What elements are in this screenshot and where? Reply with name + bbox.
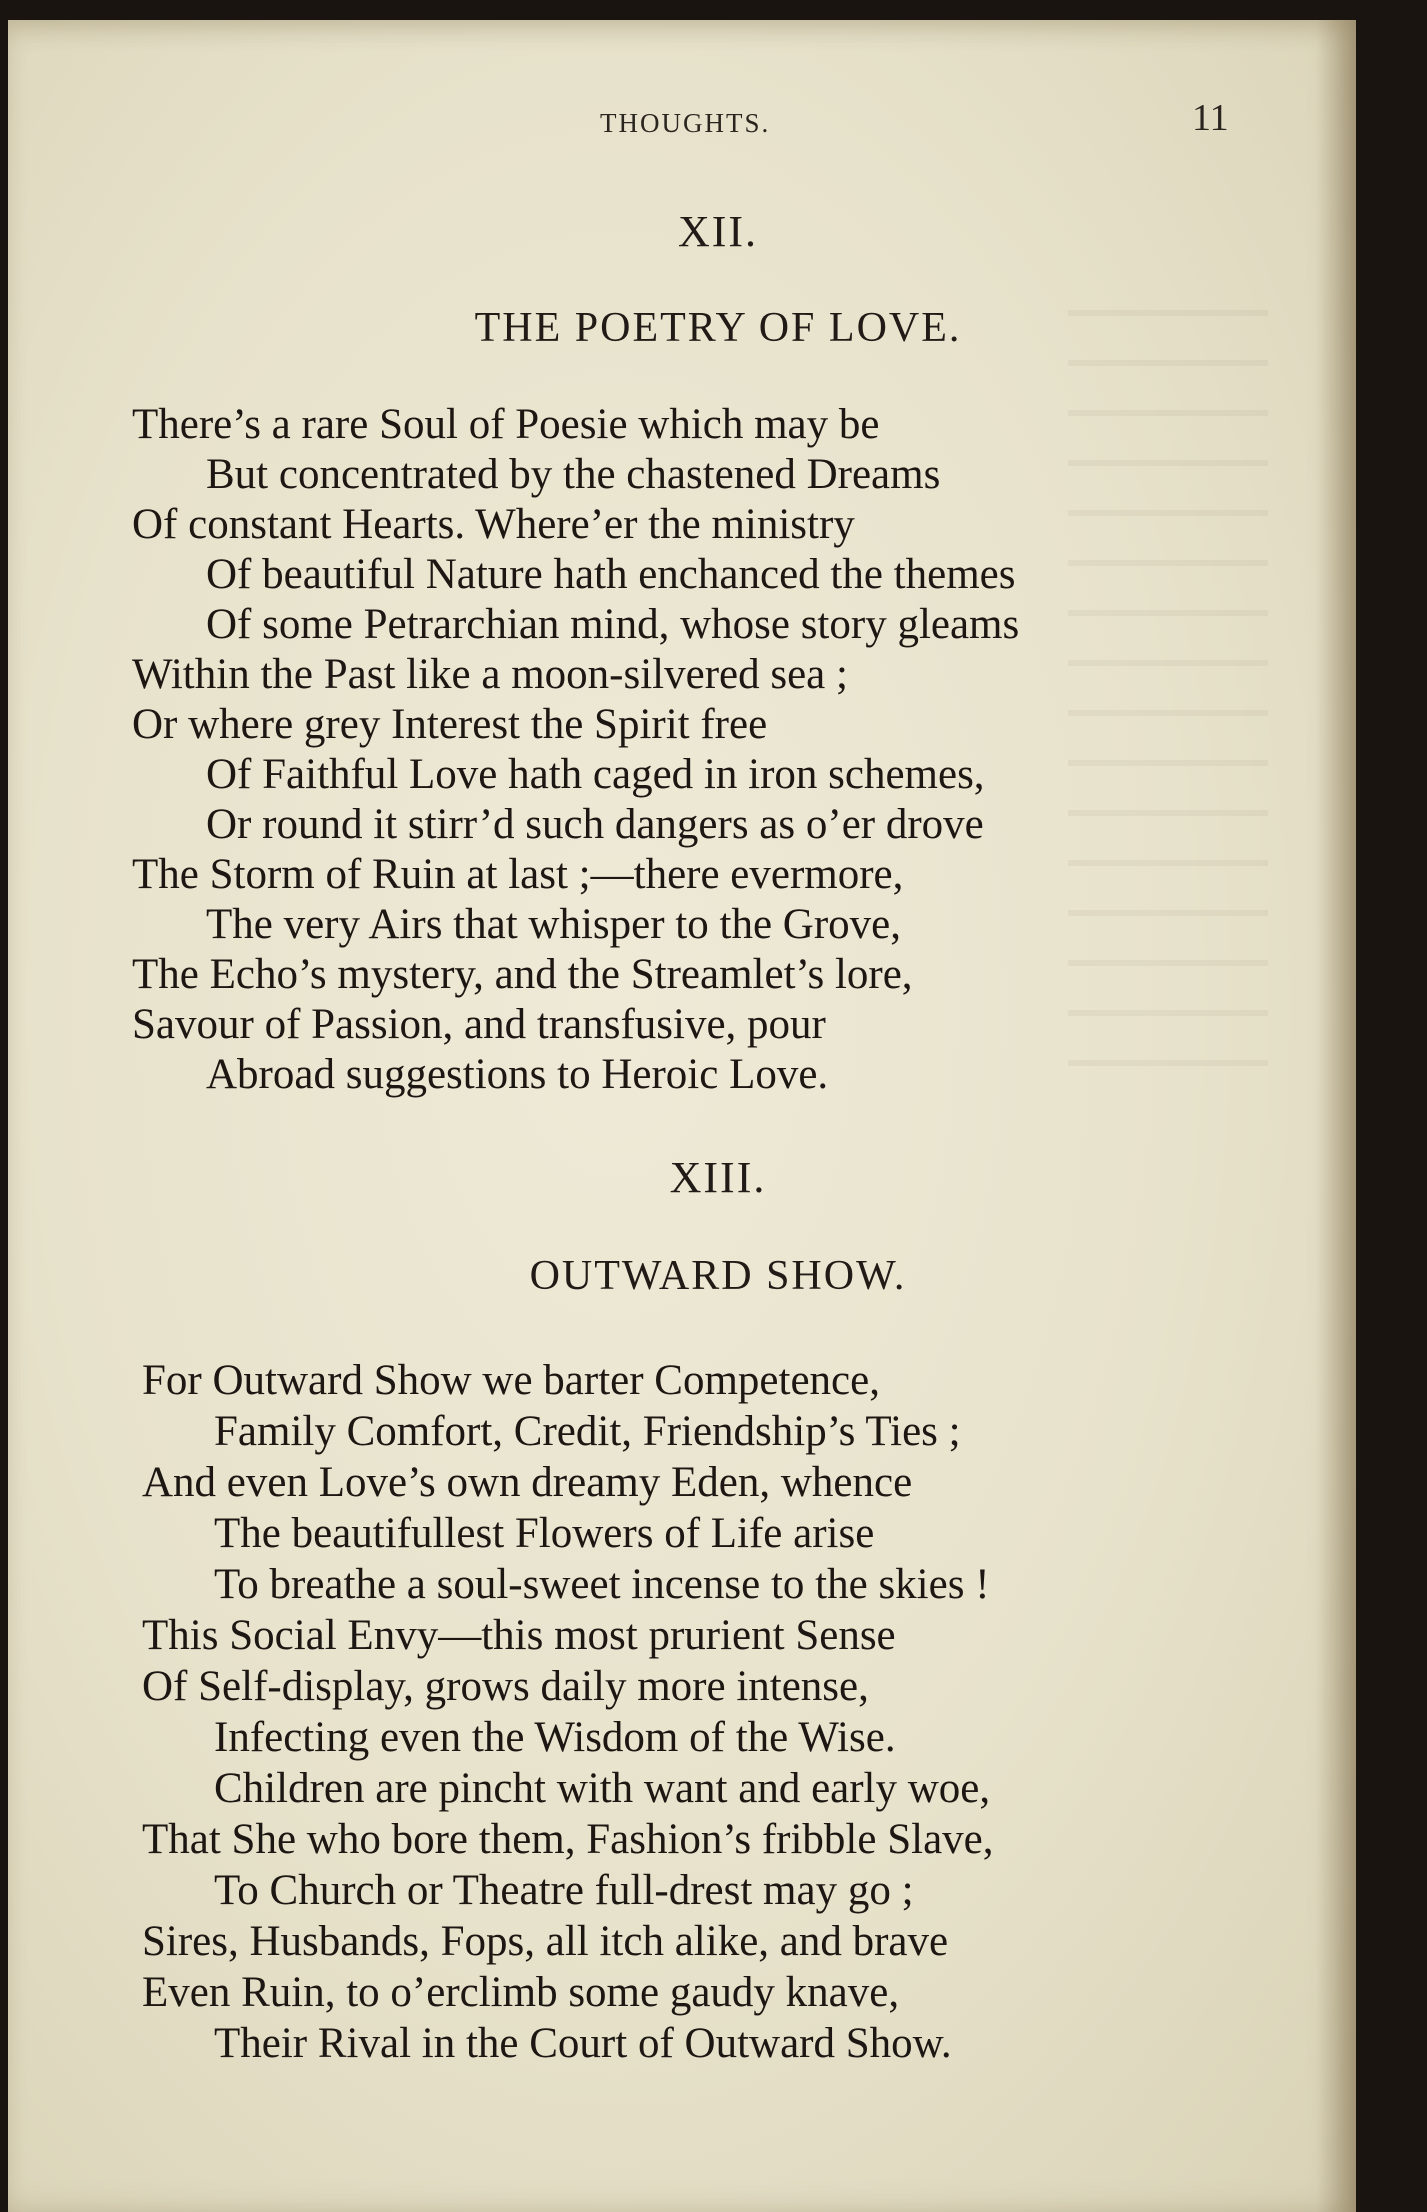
poem-line: Of constant Hearts. Where’er the ministry	[132, 501, 855, 548]
poem-line: Infecting even the Wisdom of the Wise.	[214, 1714, 896, 1761]
poem-line: Of Self-display, grows daily more intense,	[142, 1663, 869, 1710]
poem-line: This Social Envy—this most prurient Sense	[142, 1612, 896, 1659]
poem-line: That She who bore them, Fashion’s fribble Slave,	[142, 1816, 994, 1863]
poem-line: Family Comfort, Credit, Friendship’s Ties ;	[214, 1408, 961, 1455]
poem-line: Or where grey Interest the Spirit free	[132, 701, 768, 748]
poem-line: The Echo’s mystery, and the Streamlet’s lore,	[132, 951, 913, 998]
section-title-outward-show: OUTWARD SHOW.	[529, 1253, 907, 1299]
poem-line: Children are pincht with want and early woe,	[214, 1765, 991, 1812]
running-head	[8, 88, 1356, 148]
poem-line: Sires, Husbands, Fops, all itch alike, and brave	[142, 1918, 949, 1965]
poem-line: But concentrated by the chastened Dreams	[206, 451, 941, 498]
poem-line: The very Airs that whisper to the Grove,	[206, 901, 901, 948]
poem-line: Of beautiful Nature hath enchanced the themes	[206, 551, 1016, 598]
show-through-text	[1068, 310, 1268, 1110]
poem-line: Abroad suggestions to Heroic Love.	[206, 1051, 829, 1098]
section-title-poetry-of-love: THE POETRY OF LOVE.	[474, 305, 962, 351]
section-number-xiii: XIII.	[669, 1153, 767, 1202]
poem-line: For Outward Show we barter Competence,	[142, 1357, 880, 1404]
poem-line: The beautifullest Flowers of Life arise	[214, 1510, 875, 1557]
poem-line: Their Rival in the Court of Outward Show.	[214, 2020, 952, 2067]
section-number-xii: XII.	[677, 207, 759, 256]
poem-line: Of Faithful Love hath caged in iron schemes,	[206, 751, 985, 798]
page-number: 11	[1192, 97, 1229, 139]
poem-line: Savour of Passion, and transfusive, pour	[132, 1001, 826, 1048]
poem-line: Even Ruin, to o’erclimb some gaudy knave,	[142, 1969, 900, 2016]
poem-line: And even Love’s own dreamy Eden, whence	[142, 1459, 913, 1506]
poem-line: The Storm of Ruin at last ;—there evermore,	[132, 851, 904, 898]
poem-line: To breathe a soul-sweet incense to the skies !	[214, 1561, 990, 1608]
running-title: THOUGHTS.	[600, 108, 771, 138]
paper-page	[8, 20, 1356, 2212]
poem-line: Within the Past like a moon-silvered sea ;	[132, 651, 848, 698]
poem-line: To Church or Theatre full-drest may go ;	[214, 1867, 914, 1914]
poem-line: There’s a rare Soul of Poesie which may be	[132, 401, 880, 448]
poem-line: Of some Petrarchian mind, whose story gleams	[206, 601, 1020, 648]
poem-line: Or round it stirr’d such dangers as o’er drove	[206, 801, 984, 848]
